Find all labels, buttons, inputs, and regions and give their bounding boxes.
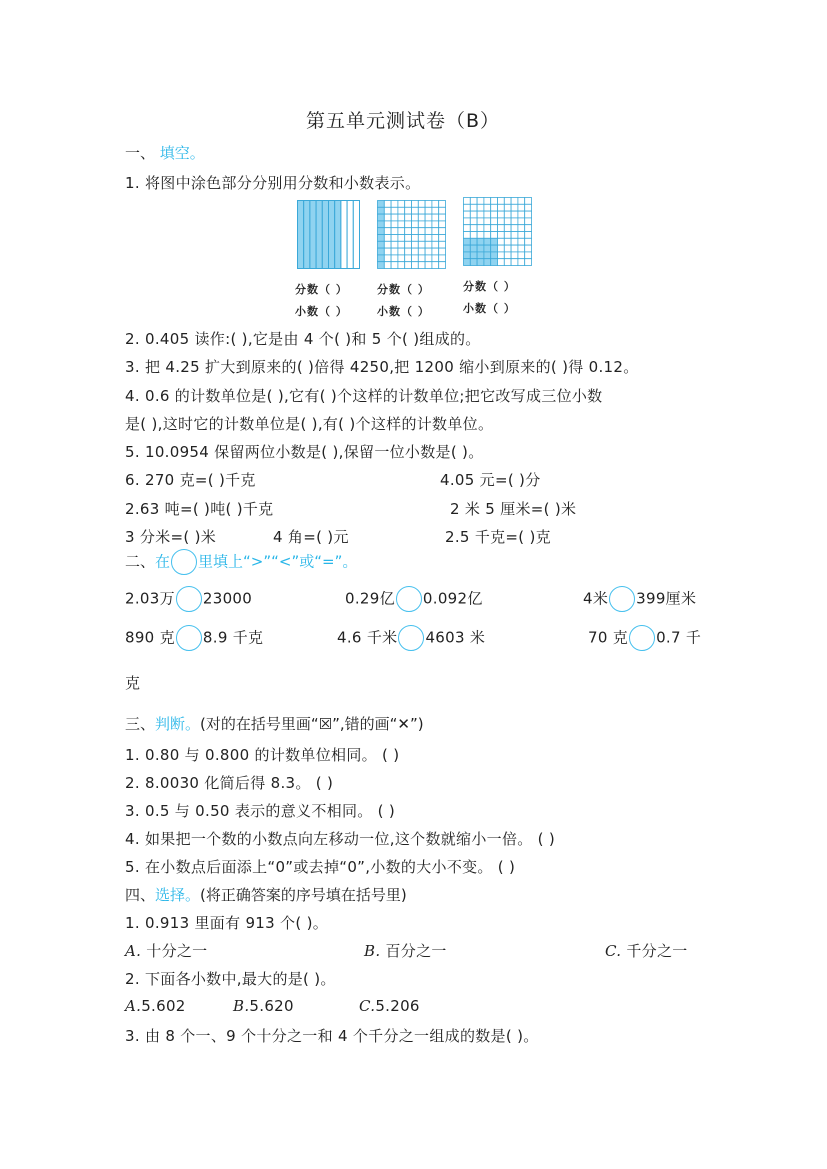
- choice-3: 3. 由 8 个一、9 个十分之一和 4 个千分之一组成的数是( )。: [125, 1027, 539, 1045]
- compare-f-wrap: 克: [125, 674, 141, 692]
- compare-c-right: 399厘米: [636, 589, 697, 608]
- question-6e: 3 分米=( )米: [125, 528, 217, 546]
- option-text: 5.206: [375, 997, 420, 1015]
- figure-2-decimal-label: 小数（ ）: [377, 305, 430, 318]
- section-4-number: 四、: [125, 886, 156, 904]
- compare-e: [337, 625, 485, 651]
- option-letter: C.: [605, 942, 622, 960]
- option-letter: B.: [233, 997, 250, 1015]
- question-6c: 2.63 吨=( )吨( )千克: [125, 500, 274, 518]
- section-1-heading: [125, 142, 205, 163]
- compare-c: [583, 586, 696, 612]
- compare-f: [588, 625, 701, 651]
- question-2: 2. 0.405 读作:( ),它是由 4 个( )和 5 个( )组成的。: [125, 330, 481, 348]
- choice-2: 2. 下面各小数中,最大的是( )。: [125, 970, 336, 988]
- compare-b-right: 0.092亿: [422, 589, 483, 608]
- question-6b: 4.05 元=( )分: [440, 471, 541, 489]
- figure-2-fraction-label: 分数（ ）: [377, 283, 430, 296]
- figure-tenths-grid: [297, 200, 361, 270]
- section-3-number: 三、: [125, 715, 156, 733]
- compare-a-left: 2.03万: [125, 589, 175, 608]
- section-4-name: 选择。: [155, 886, 201, 904]
- judge-1: 1. 0.80 与 0.800 的计数单位相同。 ( ): [125, 746, 400, 764]
- section-3-name: 判断。: [155, 715, 201, 733]
- figure-1-fraction-label: 分数（ ）: [295, 283, 348, 296]
- question-6f: 4 角=( )元: [273, 528, 349, 546]
- choice-2-option-c[interactable]: [359, 997, 420, 1015]
- figure-3-decimal-label: 小数（ ）: [463, 302, 516, 315]
- question-6d: 2 米 5 厘米=( )米: [450, 500, 577, 518]
- circle-icon: [171, 549, 197, 575]
- compare-b-left: 0.29亿: [345, 589, 395, 608]
- figure-hundredths-grid-2: [463, 197, 533, 267]
- answer-circle[interactable]: [609, 586, 635, 612]
- compare-f-right: 0.7 千: [656, 628, 702, 647]
- section-4-note: (将正确答案的序号填在括号里): [200, 886, 407, 904]
- option-text: 5.602: [141, 997, 186, 1015]
- answer-circle[interactable]: [629, 625, 655, 651]
- choice-1-option-b[interactable]: [364, 940, 447, 961]
- compare-d-left: 890 克: [125, 628, 175, 647]
- question-4-line-2: 是( ),这时它的计数单位是( ),有( )个这样的计数单位。: [125, 415, 494, 433]
- section-1-name: 填空。: [159, 144, 205, 162]
- page-title: 第五单元测试卷（B）: [306, 110, 501, 132]
- choice-1: 1. 0.913 里面有 913 个( )。: [125, 914, 329, 932]
- judge-5: 5. 在小数点后面添上“0”或去掉“0”,小数的大小不变。 ( ): [125, 858, 516, 876]
- option-text: 百分之一: [380, 942, 447, 960]
- compare-c-left: 4米: [583, 589, 609, 608]
- compare-f-left: 70 克: [588, 628, 629, 647]
- question-4-line-1: 4. 0.6 的计数单位是( ),它有( )个这样的计数单位;把它改写成三位小数: [125, 387, 603, 405]
- choice-2-option-b[interactable]: [233, 997, 294, 1015]
- option-text: 5.620: [249, 997, 294, 1015]
- judge-2: 2. 8.0030 化简后得 8.3。 ( ): [125, 774, 334, 792]
- judge-3: 3. 0.5 与 0.50 表示的意义不相同。 ( ): [125, 802, 395, 820]
- question-3: 3. 把 4.25 扩大到原来的( )倍得 4250,把 1200 缩小到原来的( )得 0.12。: [125, 358, 639, 376]
- answer-circle[interactable]: [396, 586, 422, 612]
- compare-a: [125, 586, 252, 612]
- figure-hundredths-grid-1: [377, 200, 447, 270]
- compare-e-left: 4.6 千米: [337, 628, 398, 647]
- compare-a-right: 23000: [202, 589, 253, 608]
- answer-circle[interactable]: [398, 625, 424, 651]
- compare-b: [345, 586, 483, 612]
- question-1: 1. 将图中涂色部分分别用分数和小数表示。: [125, 174, 421, 192]
- option-letter: A.: [125, 997, 142, 1015]
- figure-3-fraction-label: 分数（ ）: [463, 280, 516, 293]
- question-6a: 6. 270 克=( )千克: [125, 471, 256, 489]
- section-4-heading: [125, 884, 407, 905]
- question-5: 5. 10.0954 保留两位小数是( ),保留一位小数是( )。: [125, 443, 484, 461]
- option-letter: C.: [359, 997, 376, 1015]
- section-2-post: 里填上“>”“<”或“=”。: [198, 552, 358, 571]
- option-letter: A.: [125, 942, 142, 960]
- question-6g: 2.5 千克=( )克: [445, 528, 551, 546]
- judge-4: 4. 如果把一个数的小数点向左移动一位,这个数就缩小一倍。 ( ): [125, 830, 555, 848]
- compare-e-right: 4603 米: [425, 628, 486, 647]
- section-1-number: 一、: [125, 144, 156, 162]
- section-3-heading: [125, 713, 424, 734]
- answer-circle[interactable]: [176, 586, 202, 612]
- choice-2-option-a[interactable]: [125, 997, 186, 1015]
- section-3-note: (对的在括号里画“☒”,错的画“✕”): [200, 715, 424, 733]
- section-2-number: 二、: [125, 552, 156, 571]
- answer-circle[interactable]: [176, 625, 202, 651]
- option-text: 千分之一: [621, 942, 688, 960]
- option-text: 十分之一: [141, 942, 208, 960]
- figure-1-decimal-label: 小数（ ）: [295, 305, 348, 318]
- section-2-pre: 在: [155, 552, 171, 571]
- choice-1-option-a[interactable]: [125, 940, 207, 961]
- compare-d: [125, 625, 263, 651]
- choice-1-option-c[interactable]: [605, 940, 688, 961]
- compare-d-right: 8.9 千克: [202, 628, 264, 647]
- option-letter: B.: [364, 942, 381, 960]
- section-2-heading: [125, 549, 357, 575]
